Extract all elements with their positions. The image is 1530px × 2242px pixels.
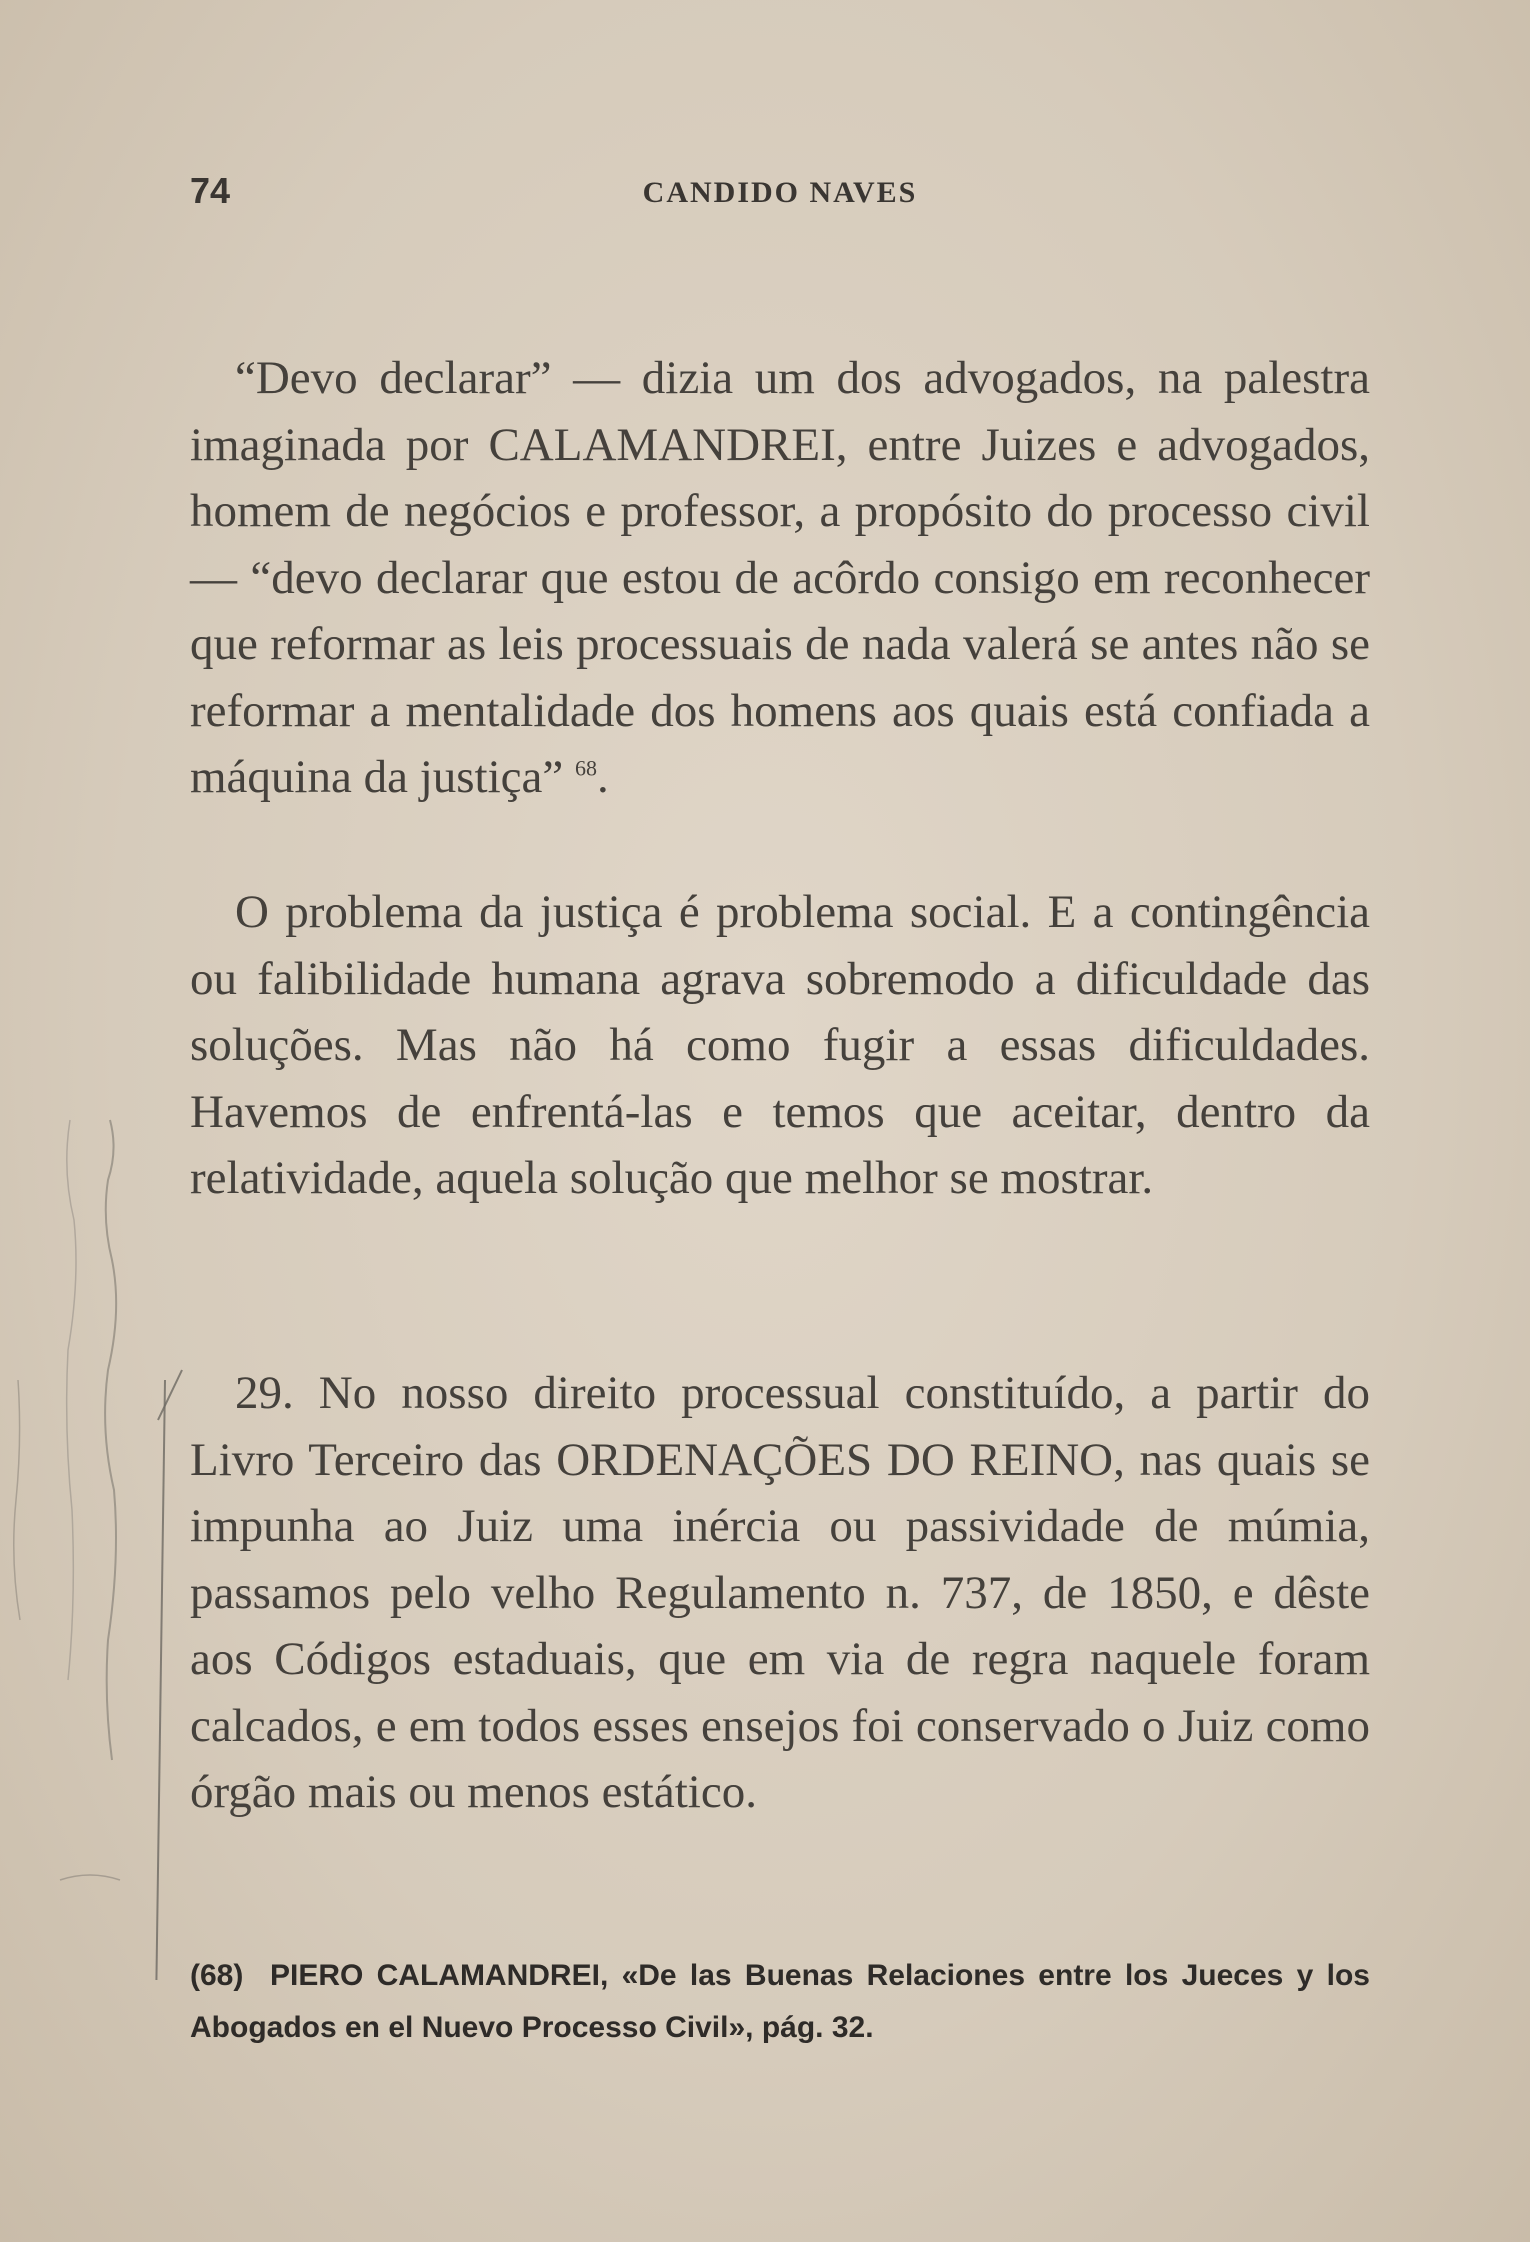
page-header <box>190 170 1370 230</box>
handwriting-scribble-icon <box>0 1080 190 1980</box>
footnote-reference: 68 <box>575 755 597 781</box>
footnote-reference-suffix: . <box>597 751 609 803</box>
paragraph-2: O problema da justiça é problema social. E a contingência ou falibilidade humana agrava sobremodo a dificuldade das soluções. Mas não há como fugir a essas dificuldades. Havemos de enfrentá-las e temos que aceitar, dentro da relatividade, aquela solução que melhor se mostrar. <box>190 886 1370 1204</box>
paragraph-1-block <box>190 345 1370 811</box>
paragraph-3: 29. No nosso direito processual constituído, a partir do Livro Terceiro das ORDENAÇÕES DO REINO, nas quais se impunha ao Juiz uma inércia ou passividade de múmia, passamos pelo velho Regulamento n. 737, de 1850, e dêste aos Códigos estaduais, que em via de regra naquele foram calcados, e em todos esses ensejos foi conservado o Juiz como órgão mais ou menos estático. <box>190 1367 1370 1818</box>
paragraph-1-text: “Devo declarar” — dizia um dos advogados, na palestra imaginada por CALAMANDREI, entre Juizes e advogados, homem de negócios e professor, a propósito do processo civil — “devo declarar que estou de acôrdo consigo em reconhecer que reformar as leis processuais de nada valerá se antes não se reformar a mentalidade dos homens aos quais está confiada a máquina da justiça” <box>190 352 1370 803</box>
paragraph-2-block <box>190 879 1370 1212</box>
footnote-text <box>190 1950 1370 2054</box>
page-number: 74 <box>190 170 231 211</box>
footnote-body: PIERO CALAMANDREI, «De las Buenas Relaciones entre los Jueces y los Abogados en el Nuevo Processo Civil», pág. 32. <box>190 1959 1370 2044</box>
handwritten-margin-annotation <box>0 1080 190 1980</box>
paragraph-3-block <box>190 1360 1370 1826</box>
paragraph-1 <box>190 345 1370 811</box>
footnote <box>190 1950 1370 2054</box>
running-head: CANDIDO NAVES <box>642 176 918 209</box>
footnote-marker: (68) <box>190 1959 244 1992</box>
